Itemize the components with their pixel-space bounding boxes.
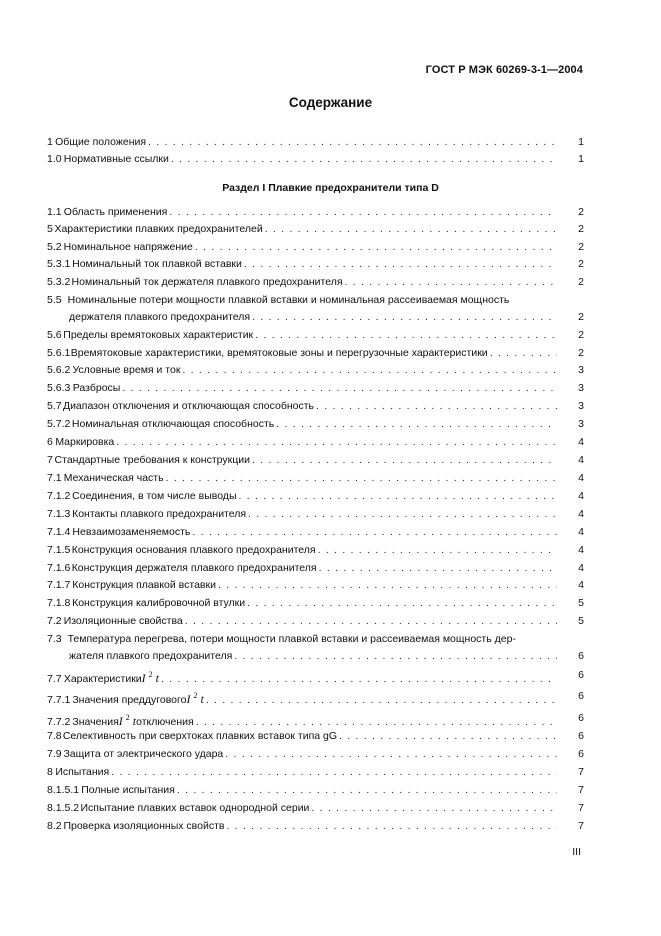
toc-line (47, 256, 557, 272)
toc-entry-number: 7.9 (47, 748, 62, 760)
leader-dots (218, 577, 557, 593)
toc-entry-title: Диапазон отключения и отключающая способность (62, 400, 315, 412)
toc-entry-title: Разбросы (72, 382, 121, 394)
leader-dots (177, 782, 557, 798)
toc-entry-number: 8.1.5.1 (47, 784, 80, 796)
leader-dots (116, 434, 557, 450)
toc-entry-number: 5.6.1 (47, 347, 71, 359)
toc-entry-number: 7.7 (47, 673, 62, 685)
toc-page-number: 3 (578, 400, 584, 412)
toc-entry-number: 7.1.3 (47, 508, 71, 520)
formula-i2t (186, 688, 203, 707)
toc-page-number: 4 (578, 436, 584, 448)
leader-dots (171, 151, 557, 167)
toc-entry-title: Характеристики плавких предохранителей (54, 223, 263, 235)
toc-line (47, 710, 557, 726)
leader-dots (265, 221, 557, 237)
toc-page-number: 3 (578, 418, 584, 430)
toc-line (47, 204, 557, 220)
leader-dots (206, 692, 557, 708)
toc-page-number: 6 (578, 748, 584, 760)
toc-page-number: 2 (578, 223, 584, 235)
page-number: III (572, 846, 581, 858)
leader-dots (244, 256, 557, 272)
toc-page-number: 4 (578, 544, 584, 556)
toc-entry-title: Значения (72, 716, 119, 728)
toc-line (69, 309, 557, 325)
toc-entry-title: Конструкция плавкой вставки (72, 579, 216, 591)
toc-entry-number: 7.2 (47, 615, 62, 627)
toc-line (47, 506, 557, 522)
leader-dots (276, 416, 557, 432)
toc-entry-title: Номинальное напряжение (63, 241, 193, 253)
formula-exponent: 2 (148, 670, 153, 679)
leader-dots (339, 728, 557, 744)
leader-dots (311, 800, 557, 816)
leader-dots (255, 327, 557, 343)
toc-entry-title: Конструкция держателя плавкого предохранителя (71, 562, 317, 574)
leader-dots (166, 470, 557, 486)
toc-line (47, 434, 557, 450)
formula-i2t (119, 710, 136, 729)
toc-page-number: 1 (578, 136, 584, 148)
formula-time: t (129, 714, 137, 728)
standard-header: ГОСТ Р МЭК 60269-3-1—2004 (425, 64, 583, 76)
toc-page-number: 3 (578, 382, 584, 394)
toc-line (47, 818, 557, 834)
leader-dots (225, 746, 557, 762)
toc-entry-number: 5.6.2 (47, 364, 71, 376)
toc-line (47, 151, 557, 167)
section-heading: Раздел I Плавкие предохранители типа D (222, 182, 439, 194)
toc-line (47, 488, 557, 504)
leader-dots (239, 488, 558, 504)
toc-entry-number: 7.8 (47, 730, 62, 742)
toc-line (47, 416, 557, 432)
toc-page-number: 4 (578, 454, 584, 466)
toc-line (47, 667, 557, 683)
toc-entry-title: Конструкция основания плавкого предохранителя (71, 544, 316, 556)
toc-entry-number: 5.3.1 (47, 258, 71, 270)
toc-line (47, 345, 557, 361)
toc-line (47, 524, 557, 540)
leader-dots (161, 671, 557, 687)
toc-entry-number: 5.6 (47, 329, 62, 341)
toc-entry-title: Номинальные потери мощности плавкой вставки и номинальная рассеиваемая мощность (67, 294, 510, 306)
toc-entry-number: 8.2 (47, 820, 62, 832)
toc-line (69, 648, 557, 664)
toc-entry-number: 7.7.1 (47, 694, 71, 706)
toc-entry-number: 5 (47, 223, 53, 235)
leader-dots (182, 362, 557, 378)
toc-entry-title: Соединения, в том числе выводы (72, 490, 237, 502)
toc-page-number: 6 (578, 712, 584, 724)
toc-entry-number: 1.1 (47, 206, 62, 218)
toc-entry-number: 7.1.8 (47, 597, 71, 609)
toc-line (47, 800, 557, 816)
toc-entry-title: Проверка изоляционных свойств (63, 820, 225, 832)
toc-entry-number: 1.0 (47, 153, 62, 165)
toc-line (47, 239, 557, 255)
toc-entry-title: Значения преддугового (72, 694, 187, 706)
toc-entry-number: 7.1.7 (47, 579, 71, 591)
leader-dots (122, 380, 557, 396)
leader-dots (490, 345, 557, 361)
toc-entry-title-tail: отключения (136, 716, 194, 728)
toc-line (47, 764, 557, 780)
formula-i2t (142, 667, 159, 686)
toc-page-number: 4 (578, 508, 584, 520)
formula-exponent: 2 (125, 713, 130, 722)
toc-line (47, 595, 557, 611)
toc-page-number: 4 (578, 562, 584, 574)
toc-line (47, 221, 557, 237)
toc-entry-number: 5.7 (47, 400, 62, 412)
toc-page-number: 2 (578, 241, 584, 253)
toc-entry-title: Маркировка (55, 436, 115, 448)
leader-dots (345, 274, 557, 290)
toc-entry-number: 7.1.4 (47, 526, 71, 538)
toc-line (47, 560, 557, 576)
toc-page-number: 1 (578, 153, 584, 165)
toc-entry-title: Условные время и ток (72, 364, 181, 376)
toc-entry-title: Селективность при сверхтоках плавких вставок типа gG (62, 730, 338, 742)
toc-line (47, 452, 557, 468)
toc-entry-number: 5.3.2 (47, 276, 71, 288)
toc-entry-title: Времятоковые характеристики, времятоковые зоны и перегрузочные характеристики (70, 347, 488, 359)
toc-page-number: 6 (578, 730, 584, 742)
leader-dots (185, 613, 557, 629)
leader-dots (169, 204, 557, 220)
toc-entry-title: Номинальный ток держателя плавкого предохранителя (71, 276, 343, 288)
leader-dots (319, 560, 557, 576)
toc-page-number: 5 (578, 597, 584, 609)
toc-entry-title: Стандартные требования к конструкции (54, 454, 250, 466)
toc-page-number: 7 (578, 784, 584, 796)
toc-entry-number: 5.7.2 (47, 418, 71, 430)
toc-line (47, 470, 557, 486)
leader-dots (111, 764, 557, 780)
toc-page-number: 2 (578, 329, 584, 341)
toc-line (47, 613, 557, 629)
toc-entry-title: держателя плавкого предохранителя (69, 311, 251, 323)
leader-dots (248, 506, 557, 522)
toc-line (47, 746, 557, 762)
toc-line (47, 577, 557, 593)
toc-entry-title: Область применения (63, 206, 168, 218)
leader-dots (192, 524, 557, 540)
toc-page-number: 4 (578, 579, 584, 591)
toc-entry-number: 1 (47, 136, 53, 148)
toc-page-number: 5 (578, 615, 584, 627)
page-title: Содержание (288, 95, 373, 110)
formula-base: I (118, 714, 123, 728)
toc-entry-title: Механическая часть (63, 472, 164, 484)
toc-entry-title: Изоляционные свойства (63, 615, 183, 627)
toc-entry-title: Общие положения (55, 136, 147, 148)
formula-time: t (152, 671, 160, 685)
toc-line (47, 274, 557, 290)
toc-line (47, 631, 516, 647)
toc-entry-title: Конструкция калибровочной втулки (72, 597, 246, 609)
toc-page-number: 6 (578, 650, 584, 662)
leader-dots (252, 452, 557, 468)
toc-line (47, 728, 557, 744)
toc-page-number: 4 (578, 490, 584, 502)
toc-page-number: 2 (578, 347, 584, 359)
toc-page-number: 2 (578, 276, 584, 288)
toc-entry-title: Нормативные ссылки (63, 153, 169, 165)
leader-dots (247, 595, 557, 611)
toc-entry-number: 8.1.5.2 (47, 802, 80, 814)
toc-entry-title: Температура перегрева, потери мощности плавкой вставки и рассеиваемая мощность дер- (67, 633, 516, 645)
toc-line (47, 688, 557, 704)
toc-page-number: 4 (578, 472, 584, 484)
toc-page-number: 7 (578, 766, 584, 778)
leader-dots (195, 239, 557, 255)
toc-page-number: 4 (578, 526, 584, 538)
leader-dots (318, 542, 557, 558)
toc-entry-title: Характеристики (63, 673, 142, 685)
toc-page-number: 7 (578, 820, 584, 832)
toc-entry-number: 8 (47, 766, 53, 778)
toc-line (47, 327, 557, 343)
toc-line (47, 782, 557, 798)
toc-entry-title: Номинальный ток плавкой вставки (72, 258, 242, 270)
toc-page-number: 2 (578, 258, 584, 270)
formula-base: I (186, 692, 191, 706)
toc-entry-number: 7.1 (47, 472, 62, 484)
toc-entry-title: Невзаимозаменяемость (72, 526, 191, 538)
toc-entry-title: Контакты плавкого предохранителя (72, 508, 247, 520)
formula-time: t (197, 692, 204, 706)
toc-line (47, 134, 557, 150)
leader-dots (316, 398, 557, 414)
toc-entry-number: 5.5 (47, 294, 62, 306)
toc-entry-number: 7.3 (47, 633, 62, 645)
toc-entry-number: 7.1.6 (47, 562, 71, 574)
leader-dots (234, 648, 557, 664)
formula-base: I (141, 671, 146, 685)
toc-entry-title: Номинальная отключающая способность (71, 418, 275, 430)
toc-entry-number: 5.2 (47, 241, 62, 253)
leader-dots (148, 134, 557, 150)
leader-dots (252, 309, 557, 325)
toc-entry-title: Защита от электрического удара (63, 748, 224, 760)
toc-line (47, 380, 557, 396)
toc-entry-number: 7.7.2 (47, 716, 71, 728)
toc-page-number: 2 (578, 206, 584, 218)
toc-page-number: 2 (578, 311, 584, 323)
toc-page-number: 6 (578, 669, 584, 681)
toc-entry-number: 7 (47, 454, 53, 466)
toc-line (47, 542, 557, 558)
toc-entry-number: 5.6.3 (47, 382, 71, 394)
toc-line (47, 362, 557, 378)
toc-entry-title: жателя плавкого предохранителя (69, 650, 233, 662)
toc-line (47, 398, 557, 414)
toc-entry-number: 6 (47, 436, 53, 448)
toc-entry-title: Полные испытания (81, 784, 175, 796)
toc-page-number: 7 (578, 802, 584, 814)
toc-entry-title: Пределы времятоковых характеристик (63, 329, 254, 341)
toc-entry-title: Испытания (55, 766, 110, 778)
formula-exponent: 2 (193, 691, 198, 700)
toc-entry-number: 7.1.2 (47, 490, 71, 502)
toc-page-number: 3 (578, 364, 584, 376)
leader-dots (226, 818, 557, 834)
toc-line (47, 292, 509, 308)
toc-entry-number: 7.1.5 (47, 544, 71, 556)
toc-page-number: 6 (578, 690, 584, 702)
toc-entry-title: Испытание плавких вставок однородной серии (80, 802, 310, 814)
